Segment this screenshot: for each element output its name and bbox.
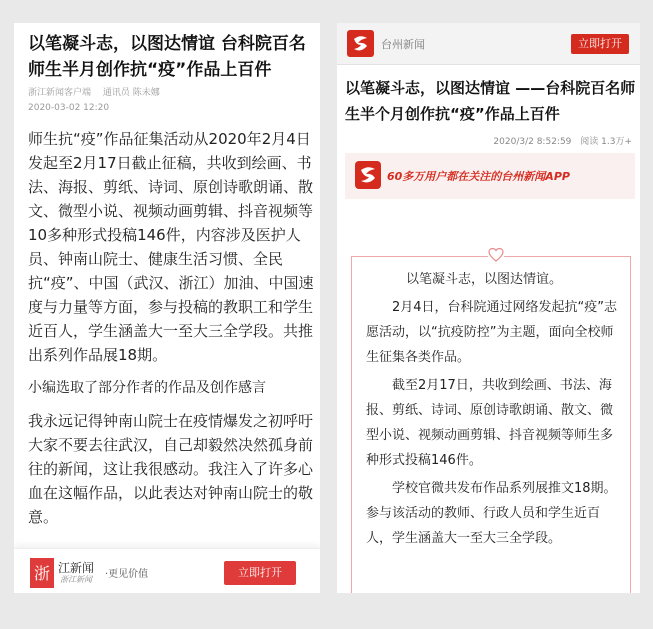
article-title: 以笔凝斗志，以图达情谊 ——台科院百名师生半个月创作抗“疫”作品上百件: [345, 79, 636, 123]
article-paragraph: 师生抗“疫”作品征集活动从2020年2月4日发起至2月17日截止征稿，共收到绘画、书法、海报、剪纸、诗词、原创诗歌朗诵、散文、微型小说、视频动画剪辑、抖音视频等10多种形式投稿146件，内容涉及医护人员、钟南山院士、健康生活习惯、全民抗“疫”、中国（武汉、浙江）加油、中国速度与力量等方面，参与投稿的教职工和学生近百人，学生涵盖大一至大三全学段。共推出系列作品展18期。: [28, 130, 314, 364]
article-byline: [28, 85, 169, 98]
article-paragraph: 截至2月17日，共收到绘画、书法、海报、剪纸、诗词、原创诗歌朗诵、散文、微型小说、视频动画剪辑、抖音视频等师生多种形式投稿146件。: [366, 378, 614, 468]
article-paragraph: 我永远记得钟南山院士在疫情爆发之初呼吁大家不要去往武汉，自己却毅然决然孤身前往的新闻，这让我很感动。我注入了许多心血在这幅作品，以此表达对钟南山院士的敬意。: [28, 412, 314, 526]
article-body: [28, 127, 314, 539]
zjnews-brand-sub: 浙江新闻: [60, 575, 92, 584]
app-promo-banner[interactable]: [345, 153, 635, 199]
article-paragraph: 小编选取了部分作者的作品及创作感言: [28, 380, 266, 396]
article-source: 浙江新闻客户端: [28, 88, 92, 98]
tznews-logo-icon: [347, 30, 374, 57]
article-reporter: 通讯员 陈未娜: [102, 88, 160, 98]
article-date: 2020-03-02 12:20: [28, 103, 110, 113]
zjnews-logo-icon: [30, 558, 54, 588]
zjnews-slogan: ·更见价值: [105, 569, 149, 580]
zjnews-article-panel: [14, 23, 320, 593]
open-app-button[interactable]: 立即打开: [224, 561, 296, 585]
article-read-count: 阅读 1.3万+: [580, 137, 632, 147]
svg-text:浙: 浙: [33, 564, 51, 583]
app-promo-bar: [14, 548, 320, 593]
article-paragraph: 2月4日，台科院通过网络发起抗“疫”志愿活动，以“抗疫防控”为主题，面向全校师生征集各类作品。: [366, 300, 618, 365]
tznews-article-panel: [337, 23, 640, 593]
article-meta: [487, 134, 632, 147]
article-body: [366, 267, 624, 554]
article-datetime: 2020/3/2 8:52:59: [493, 137, 572, 147]
app-header: [337, 23, 640, 65]
heart-icon: [488, 247, 504, 263]
article-paragraph: 以笔凝斗志，以图达情谊。: [406, 272, 563, 287]
open-app-button[interactable]: 立即打开: [571, 34, 629, 54]
zjnews-brand-name: 江新闻: [58, 561, 95, 575]
app-name: 台州新闻: [381, 38, 425, 51]
article-content-frame: [351, 256, 631, 593]
promo-banner-text: 60多万用户都在关注的台州新闻APP: [387, 170, 570, 183]
article-title: 以笔凝斗志，以图达情谊 台科院百名师生半月创作抗“疫”作品上百件: [28, 34, 306, 80]
article-paragraph: 学校官微共发布作品系列展推文18期。参与该活动的教师、行政人员和学生近百人，学生涵盖大一至大三全学段。: [366, 481, 617, 546]
tznews-logo-icon: [355, 161, 381, 189]
